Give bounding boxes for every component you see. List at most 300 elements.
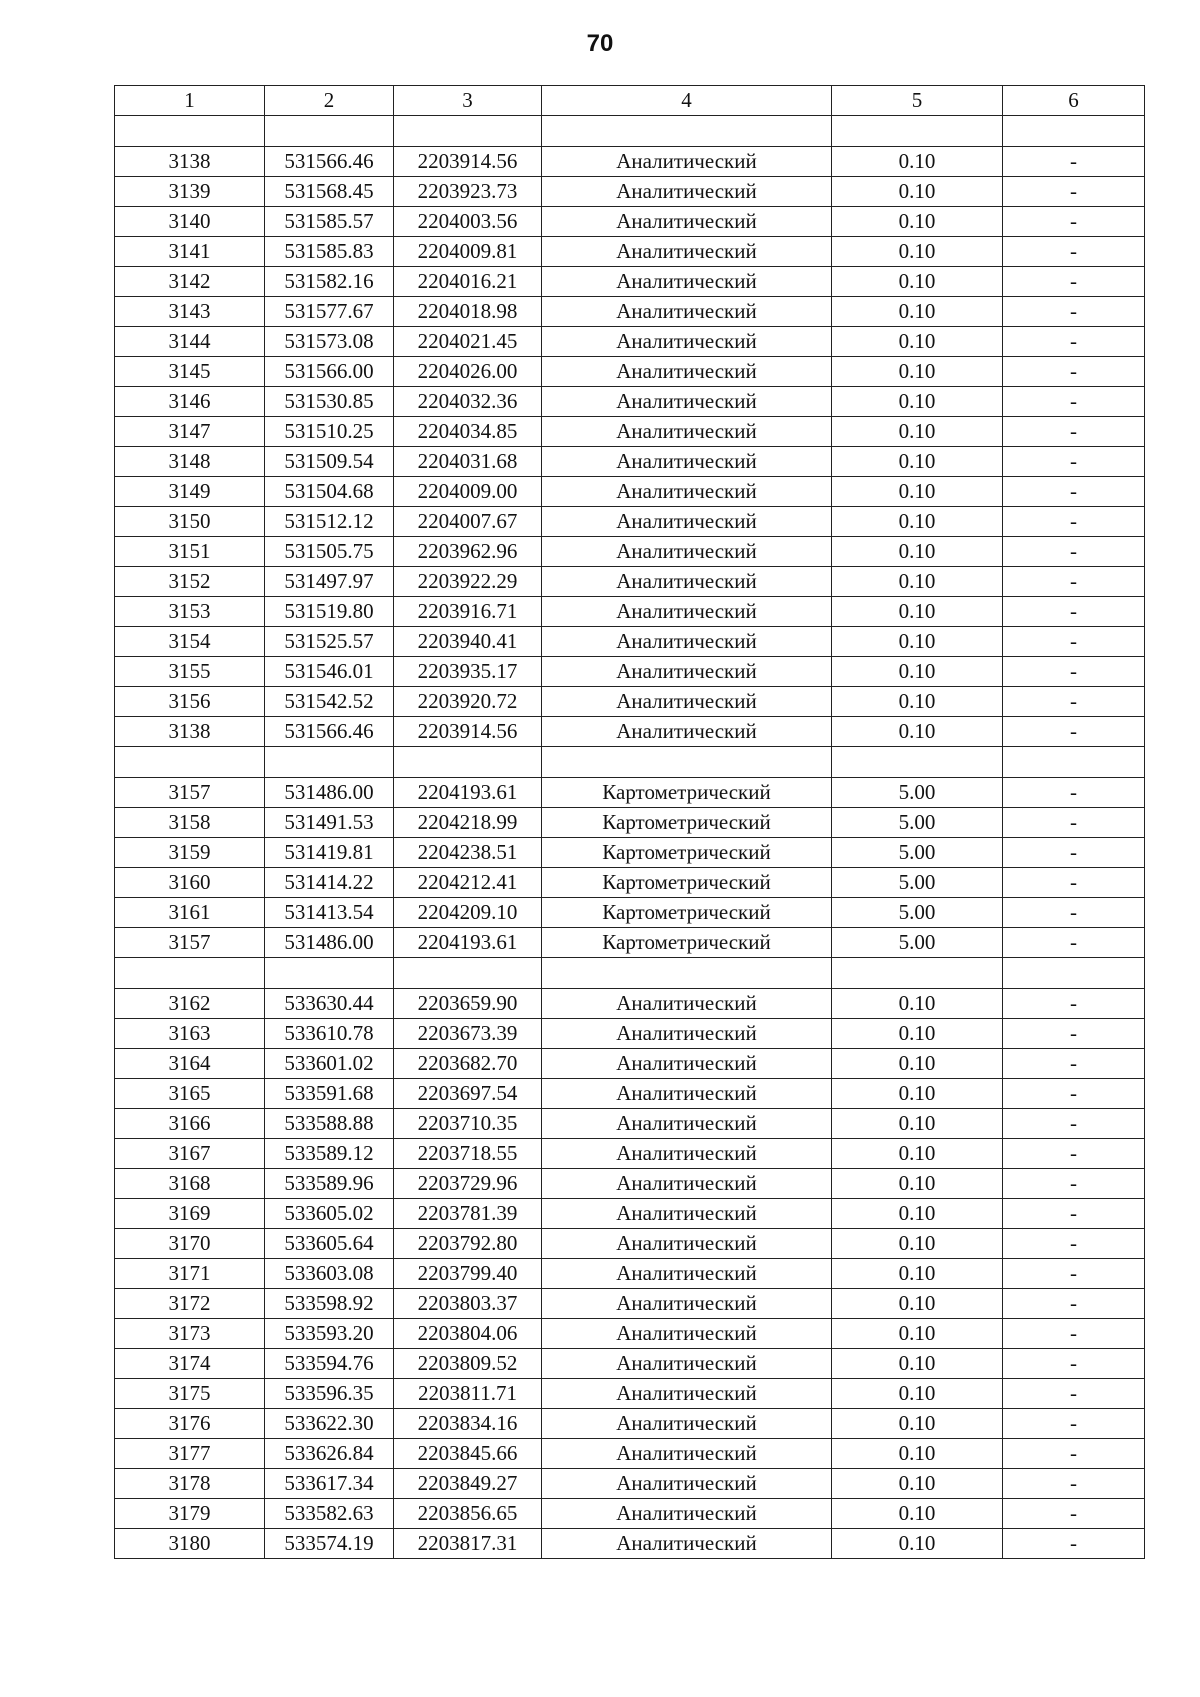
table-row xyxy=(115,1019,1145,1049)
point-number-cell: 3172 xyxy=(115,1289,265,1319)
note-cell xyxy=(1003,747,1145,778)
x-coordinate-cell: 531486.00 xyxy=(265,928,394,958)
method-cell: Аналитический xyxy=(542,597,832,627)
accuracy-cell xyxy=(832,747,1003,778)
point-number-cell: 3155 xyxy=(115,657,265,687)
accuracy-cell: 0.10 xyxy=(832,507,1003,537)
table-header xyxy=(115,86,1145,116)
y-coordinate-cell: 2203792.80 xyxy=(394,1229,542,1259)
table-row xyxy=(115,808,1145,838)
note-cell: - xyxy=(1003,597,1145,627)
header-col-2: 2 xyxy=(265,86,394,116)
table-row xyxy=(115,627,1145,657)
accuracy-cell: 0.10 xyxy=(832,1349,1003,1379)
table-row xyxy=(115,447,1145,477)
method-cell: Аналитический xyxy=(542,1259,832,1289)
point-number-cell: 3165 xyxy=(115,1079,265,1109)
point-number-cell: 3141 xyxy=(115,237,265,267)
accuracy-cell: 0.10 xyxy=(832,567,1003,597)
method-cell: Картометрический xyxy=(542,808,832,838)
table-row xyxy=(115,177,1145,207)
method-cell: Аналитический xyxy=(542,657,832,687)
x-coordinate-cell xyxy=(265,747,394,778)
y-coordinate-cell: 2203940.41 xyxy=(394,627,542,657)
x-coordinate-cell: 533630.44 xyxy=(265,989,394,1019)
note-cell: - xyxy=(1003,1469,1145,1499)
table-row xyxy=(115,1289,1145,1319)
method-cell: Картометрический xyxy=(542,838,832,868)
point-number-cell: 3145 xyxy=(115,357,265,387)
table-row xyxy=(115,387,1145,417)
method-cell xyxy=(542,958,832,989)
x-coordinate-cell: 531512.12 xyxy=(265,507,394,537)
method-cell: Аналитический xyxy=(542,1379,832,1409)
header-col-1: 1 xyxy=(115,86,265,116)
method-cell: Аналитический xyxy=(542,717,832,747)
method-cell: Аналитический xyxy=(542,387,832,417)
note-cell: - xyxy=(1003,1259,1145,1289)
note-cell: - xyxy=(1003,778,1145,808)
coordinates-table xyxy=(114,85,1145,1559)
header-row xyxy=(115,86,1145,116)
method-cell: Аналитический xyxy=(542,1019,832,1049)
y-coordinate-cell: 2204026.00 xyxy=(394,357,542,387)
method-cell: Аналитический xyxy=(542,207,832,237)
point-number-cell: 3158 xyxy=(115,808,265,838)
method-cell: Аналитический xyxy=(542,417,832,447)
method-cell: Аналитический xyxy=(542,1319,832,1349)
y-coordinate-cell: 2204209.10 xyxy=(394,898,542,928)
y-coordinate-cell: 2203845.66 xyxy=(394,1439,542,1469)
accuracy-cell: 0.10 xyxy=(832,1409,1003,1439)
y-coordinate-cell: 2203804.06 xyxy=(394,1319,542,1349)
y-coordinate-cell: 2204218.99 xyxy=(394,808,542,838)
note-cell xyxy=(1003,116,1145,147)
y-coordinate-cell: 2203920.72 xyxy=(394,687,542,717)
accuracy-cell: 0.10 xyxy=(832,207,1003,237)
accuracy-cell: 0.10 xyxy=(832,537,1003,567)
x-coordinate-cell: 531566.46 xyxy=(265,717,394,747)
table-row xyxy=(115,1049,1145,1079)
x-coordinate-cell: 531530.85 xyxy=(265,387,394,417)
y-coordinate-cell: 2204031.68 xyxy=(394,447,542,477)
note-cell: - xyxy=(1003,267,1145,297)
y-coordinate-cell: 2203811.71 xyxy=(394,1379,542,1409)
accuracy-cell: 0.10 xyxy=(832,477,1003,507)
y-coordinate-cell: 2204018.98 xyxy=(394,297,542,327)
y-coordinate-cell: 2203781.39 xyxy=(394,1199,542,1229)
note-cell: - xyxy=(1003,477,1145,507)
point-number-cell: 3163 xyxy=(115,1019,265,1049)
table-row xyxy=(115,537,1145,567)
note-cell: - xyxy=(1003,928,1145,958)
accuracy-cell: 0.10 xyxy=(832,147,1003,177)
y-coordinate-cell: 2204193.61 xyxy=(394,928,542,958)
point-number-cell xyxy=(115,747,265,778)
y-coordinate-cell: 2204193.61 xyxy=(394,778,542,808)
method-cell: Аналитический xyxy=(542,147,832,177)
x-coordinate-cell: 531491.53 xyxy=(265,808,394,838)
x-coordinate-cell: 533591.68 xyxy=(265,1079,394,1109)
table-row xyxy=(115,567,1145,597)
x-coordinate-cell: 533605.02 xyxy=(265,1199,394,1229)
note-cell: - xyxy=(1003,898,1145,928)
method-cell: Аналитический xyxy=(542,267,832,297)
note-cell: - xyxy=(1003,989,1145,1019)
note-cell: - xyxy=(1003,1079,1145,1109)
accuracy-cell: 5.00 xyxy=(832,898,1003,928)
y-coordinate-cell: 2203914.56 xyxy=(394,147,542,177)
table-row xyxy=(115,1409,1145,1439)
note-cell: - xyxy=(1003,447,1145,477)
note-cell: - xyxy=(1003,1139,1145,1169)
note-cell: - xyxy=(1003,537,1145,567)
y-coordinate-cell xyxy=(394,116,542,147)
point-number-cell: 3149 xyxy=(115,477,265,507)
method-cell: Картометрический xyxy=(542,778,832,808)
accuracy-cell: 5.00 xyxy=(832,778,1003,808)
y-coordinate-cell: 2203673.39 xyxy=(394,1019,542,1049)
point-number-cell: 3164 xyxy=(115,1049,265,1079)
accuracy-cell: 0.10 xyxy=(832,1169,1003,1199)
point-number-cell: 3148 xyxy=(115,447,265,477)
note-cell: - xyxy=(1003,1169,1145,1199)
note-cell: - xyxy=(1003,357,1145,387)
y-coordinate-cell xyxy=(394,747,542,778)
point-number-cell: 3139 xyxy=(115,177,265,207)
table-row xyxy=(115,207,1145,237)
point-number-cell: 3154 xyxy=(115,627,265,657)
x-coordinate-cell: 533610.78 xyxy=(265,1019,394,1049)
point-number-cell: 3162 xyxy=(115,989,265,1019)
accuracy-cell: 0.10 xyxy=(832,989,1003,1019)
point-number-cell: 3157 xyxy=(115,778,265,808)
y-coordinate-cell: 2203962.96 xyxy=(394,537,542,567)
point-number-cell: 3157 xyxy=(115,928,265,958)
page-number: 70 xyxy=(586,30,614,57)
accuracy-cell: 0.10 xyxy=(832,1469,1003,1499)
table-row xyxy=(115,1199,1145,1229)
point-number-cell: 3153 xyxy=(115,597,265,627)
y-coordinate-cell: 2203817.31 xyxy=(394,1529,542,1559)
y-coordinate-cell: 2204021.45 xyxy=(394,327,542,357)
table-row xyxy=(115,357,1145,387)
separator-row xyxy=(115,747,1145,778)
note-cell: - xyxy=(1003,207,1145,237)
method-cell: Аналитический xyxy=(542,1199,832,1229)
y-coordinate-cell: 2203916.71 xyxy=(394,597,542,627)
y-coordinate-cell: 2203914.56 xyxy=(394,717,542,747)
point-number-cell xyxy=(115,116,265,147)
accuracy-cell: 0.10 xyxy=(832,657,1003,687)
note-cell: - xyxy=(1003,147,1145,177)
accuracy-cell: 0.10 xyxy=(832,327,1003,357)
point-number-cell: 3173 xyxy=(115,1319,265,1349)
x-coordinate-cell: 531566.00 xyxy=(265,357,394,387)
method-cell: Аналитический xyxy=(542,1049,832,1079)
method-cell: Аналитический xyxy=(542,567,832,597)
note-cell: - xyxy=(1003,1409,1145,1439)
point-number-cell: 3138 xyxy=(115,147,265,177)
x-coordinate-cell: 533622.30 xyxy=(265,1409,394,1439)
x-coordinate-cell: 533596.35 xyxy=(265,1379,394,1409)
y-coordinate-cell: 2204003.56 xyxy=(394,207,542,237)
method-cell: Аналитический xyxy=(542,447,832,477)
table-row xyxy=(115,147,1145,177)
x-coordinate-cell: 533593.20 xyxy=(265,1319,394,1349)
accuracy-cell: 0.10 xyxy=(832,1499,1003,1529)
note-cell: - xyxy=(1003,1049,1145,1079)
method-cell: Аналитический xyxy=(542,537,832,567)
point-number-cell: 3171 xyxy=(115,1259,265,1289)
note-cell: - xyxy=(1003,868,1145,898)
accuracy-cell: 0.10 xyxy=(832,1019,1003,1049)
y-coordinate-cell: 2204007.67 xyxy=(394,507,542,537)
accuracy-cell: 0.10 xyxy=(832,687,1003,717)
separator-row xyxy=(115,958,1145,989)
y-coordinate-cell: 2203803.37 xyxy=(394,1289,542,1319)
x-coordinate-cell: 531577.67 xyxy=(265,297,394,327)
point-number-cell: 3180 xyxy=(115,1529,265,1559)
note-cell: - xyxy=(1003,297,1145,327)
accuracy-cell: 5.00 xyxy=(832,868,1003,898)
method-cell: Аналитический xyxy=(542,1289,832,1319)
x-coordinate-cell: 533589.12 xyxy=(265,1139,394,1169)
y-coordinate-cell: 2203710.35 xyxy=(394,1109,542,1139)
note-cell: - xyxy=(1003,417,1145,447)
header-col-4: 4 xyxy=(542,86,832,116)
accuracy-cell: 0.10 xyxy=(832,717,1003,747)
method-cell: Аналитический xyxy=(542,1109,832,1139)
x-coordinate-cell: 533598.92 xyxy=(265,1289,394,1319)
x-coordinate-cell: 533605.64 xyxy=(265,1229,394,1259)
point-number-cell: 3140 xyxy=(115,207,265,237)
x-coordinate-cell: 533582.63 xyxy=(265,1499,394,1529)
y-coordinate-cell: 2203682.70 xyxy=(394,1049,542,1079)
y-coordinate-cell: 2203923.73 xyxy=(394,177,542,207)
y-coordinate-cell: 2204016.21 xyxy=(394,267,542,297)
x-coordinate-cell: 531542.52 xyxy=(265,687,394,717)
x-coordinate-cell: 531497.97 xyxy=(265,567,394,597)
method-cell: Аналитический xyxy=(542,327,832,357)
note-cell: - xyxy=(1003,838,1145,868)
accuracy-cell: 0.10 xyxy=(832,177,1003,207)
point-number-cell: 3169 xyxy=(115,1199,265,1229)
accuracy-cell: 0.10 xyxy=(832,1529,1003,1559)
method-cell: Аналитический xyxy=(542,1139,832,1169)
table-row xyxy=(115,297,1145,327)
x-coordinate-cell: 533588.88 xyxy=(265,1109,394,1139)
method-cell: Аналитический xyxy=(542,1469,832,1499)
x-coordinate-cell: 533617.34 xyxy=(265,1469,394,1499)
table-row xyxy=(115,687,1145,717)
point-number-cell: 3152 xyxy=(115,567,265,597)
method-cell: Аналитический xyxy=(542,687,832,717)
table-row xyxy=(115,1319,1145,1349)
table-row xyxy=(115,597,1145,627)
table-row xyxy=(115,838,1145,868)
note-cell: - xyxy=(1003,1379,1145,1409)
accuracy-cell: 0.10 xyxy=(832,1289,1003,1319)
note-cell: - xyxy=(1003,567,1145,597)
x-coordinate-cell: 533601.02 xyxy=(265,1049,394,1079)
note-cell: - xyxy=(1003,808,1145,838)
accuracy-cell: 0.10 xyxy=(832,1229,1003,1259)
accuracy-cell: 5.00 xyxy=(832,808,1003,838)
table-row xyxy=(115,1469,1145,1499)
accuracy-cell: 0.10 xyxy=(832,1079,1003,1109)
header-col-5: 5 xyxy=(832,86,1003,116)
note-cell: - xyxy=(1003,717,1145,747)
y-coordinate-cell: 2204009.00 xyxy=(394,477,542,507)
y-coordinate-cell: 2203935.17 xyxy=(394,657,542,687)
accuracy-cell: 0.10 xyxy=(832,237,1003,267)
table-row xyxy=(115,898,1145,928)
method-cell: Аналитический xyxy=(542,1349,832,1379)
point-number-cell: 3144 xyxy=(115,327,265,357)
note-cell: - xyxy=(1003,1199,1145,1229)
accuracy-cell: 0.10 xyxy=(832,387,1003,417)
y-coordinate-cell: 2203834.16 xyxy=(394,1409,542,1439)
note-cell: - xyxy=(1003,657,1145,687)
accuracy-cell: 0.10 xyxy=(832,357,1003,387)
point-number-cell: 3150 xyxy=(115,507,265,537)
accuracy-cell: 0.10 xyxy=(832,267,1003,297)
y-coordinate-cell: 2204034.85 xyxy=(394,417,542,447)
table-row xyxy=(115,1229,1145,1259)
accuracy-cell: 0.10 xyxy=(832,1379,1003,1409)
accuracy-cell: 0.10 xyxy=(832,417,1003,447)
point-number-cell: 3138 xyxy=(115,717,265,747)
point-number-cell: 3156 xyxy=(115,687,265,717)
note-cell: - xyxy=(1003,1439,1145,1469)
accuracy-cell: 0.10 xyxy=(832,1199,1003,1229)
method-cell: Картометрический xyxy=(542,928,832,958)
header-col-3: 3 xyxy=(394,86,542,116)
accuracy-cell: 0.10 xyxy=(832,447,1003,477)
x-coordinate-cell xyxy=(265,116,394,147)
method-cell: Аналитический xyxy=(542,1229,832,1259)
x-coordinate-cell: 531546.01 xyxy=(265,657,394,687)
separator-row xyxy=(115,116,1145,147)
point-number-cell: 3176 xyxy=(115,1409,265,1439)
table-row xyxy=(115,417,1145,447)
method-cell: Аналитический xyxy=(542,1169,832,1199)
table-row xyxy=(115,507,1145,537)
x-coordinate-cell: 533603.08 xyxy=(265,1259,394,1289)
point-number-cell: 3151 xyxy=(115,537,265,567)
x-coordinate-cell: 531505.75 xyxy=(265,537,394,567)
point-number-cell: 3147 xyxy=(115,417,265,447)
x-coordinate-cell: 533594.76 xyxy=(265,1349,394,1379)
method-cell: Аналитический xyxy=(542,1499,832,1529)
x-coordinate-cell: 531566.46 xyxy=(265,147,394,177)
point-number-cell: 3146 xyxy=(115,387,265,417)
point-number-cell: 3178 xyxy=(115,1469,265,1499)
note-cell: - xyxy=(1003,1529,1145,1559)
note-cell: - xyxy=(1003,327,1145,357)
accuracy-cell: 0.10 xyxy=(832,1439,1003,1469)
x-coordinate-cell: 531585.57 xyxy=(265,207,394,237)
accuracy-cell: 5.00 xyxy=(832,838,1003,868)
table-row xyxy=(115,1529,1145,1559)
y-coordinate-cell: 2203849.27 xyxy=(394,1469,542,1499)
y-coordinate-cell: 2204238.51 xyxy=(394,838,542,868)
method-cell xyxy=(542,747,832,778)
method-cell: Аналитический xyxy=(542,357,832,387)
method-cell: Аналитический xyxy=(542,477,832,507)
note-cell: - xyxy=(1003,1019,1145,1049)
method-cell: Аналитический xyxy=(542,627,832,657)
table-body xyxy=(115,116,1145,1559)
note-cell: - xyxy=(1003,1349,1145,1379)
point-number-cell: 3174 xyxy=(115,1349,265,1379)
y-coordinate-cell: 2203729.96 xyxy=(394,1169,542,1199)
point-number-cell: 3142 xyxy=(115,267,265,297)
method-cell xyxy=(542,116,832,147)
x-coordinate-cell: 531582.16 xyxy=(265,267,394,297)
table-row xyxy=(115,928,1145,958)
x-coordinate-cell: 531414.22 xyxy=(265,868,394,898)
y-coordinate-cell: 2204212.41 xyxy=(394,868,542,898)
table-row xyxy=(115,657,1145,687)
point-number-cell: 3161 xyxy=(115,898,265,928)
method-cell: Аналитический xyxy=(542,1409,832,1439)
point-number-cell: 3168 xyxy=(115,1169,265,1199)
method-cell: Аналитический xyxy=(542,237,832,267)
method-cell: Аналитический xyxy=(542,297,832,327)
x-coordinate-cell: 531509.54 xyxy=(265,447,394,477)
point-number-cell: 3160 xyxy=(115,868,265,898)
method-cell: Аналитический xyxy=(542,1529,832,1559)
table-row xyxy=(115,267,1145,297)
method-cell: Аналитический xyxy=(542,989,832,1019)
x-coordinate-cell: 531573.08 xyxy=(265,327,394,357)
method-cell: Аналитический xyxy=(542,507,832,537)
table-row xyxy=(115,1439,1145,1469)
method-cell: Картометрический xyxy=(542,868,832,898)
y-coordinate-cell: 2203856.65 xyxy=(394,1499,542,1529)
method-cell: Аналитический xyxy=(542,1439,832,1469)
x-coordinate-cell: 531486.00 xyxy=(265,778,394,808)
point-number-cell: 3179 xyxy=(115,1499,265,1529)
note-cell xyxy=(1003,958,1145,989)
accuracy-cell xyxy=(832,116,1003,147)
accuracy-cell: 0.10 xyxy=(832,627,1003,657)
table-row xyxy=(115,717,1145,747)
table-row xyxy=(115,237,1145,267)
y-coordinate-cell: 2204032.36 xyxy=(394,387,542,417)
x-coordinate-cell: 531413.54 xyxy=(265,898,394,928)
accuracy-cell: 0.10 xyxy=(832,1049,1003,1079)
table-row xyxy=(115,778,1145,808)
y-coordinate-cell: 2204009.81 xyxy=(394,237,542,267)
x-coordinate-cell: 531568.45 xyxy=(265,177,394,207)
note-cell: - xyxy=(1003,507,1145,537)
table-row xyxy=(115,868,1145,898)
x-coordinate-cell: 531585.83 xyxy=(265,237,394,267)
accuracy-cell: 0.10 xyxy=(832,1109,1003,1139)
accuracy-cell: 0.10 xyxy=(832,1319,1003,1349)
table-row xyxy=(115,1139,1145,1169)
point-number-cell: 3143 xyxy=(115,297,265,327)
method-cell: Картометрический xyxy=(542,898,832,928)
x-coordinate-cell: 531519.80 xyxy=(265,597,394,627)
point-number-cell: 3159 xyxy=(115,838,265,868)
accuracy-cell: 0.10 xyxy=(832,1139,1003,1169)
accuracy-cell: 0.10 xyxy=(832,1259,1003,1289)
y-coordinate-cell: 2203809.52 xyxy=(394,1349,542,1379)
